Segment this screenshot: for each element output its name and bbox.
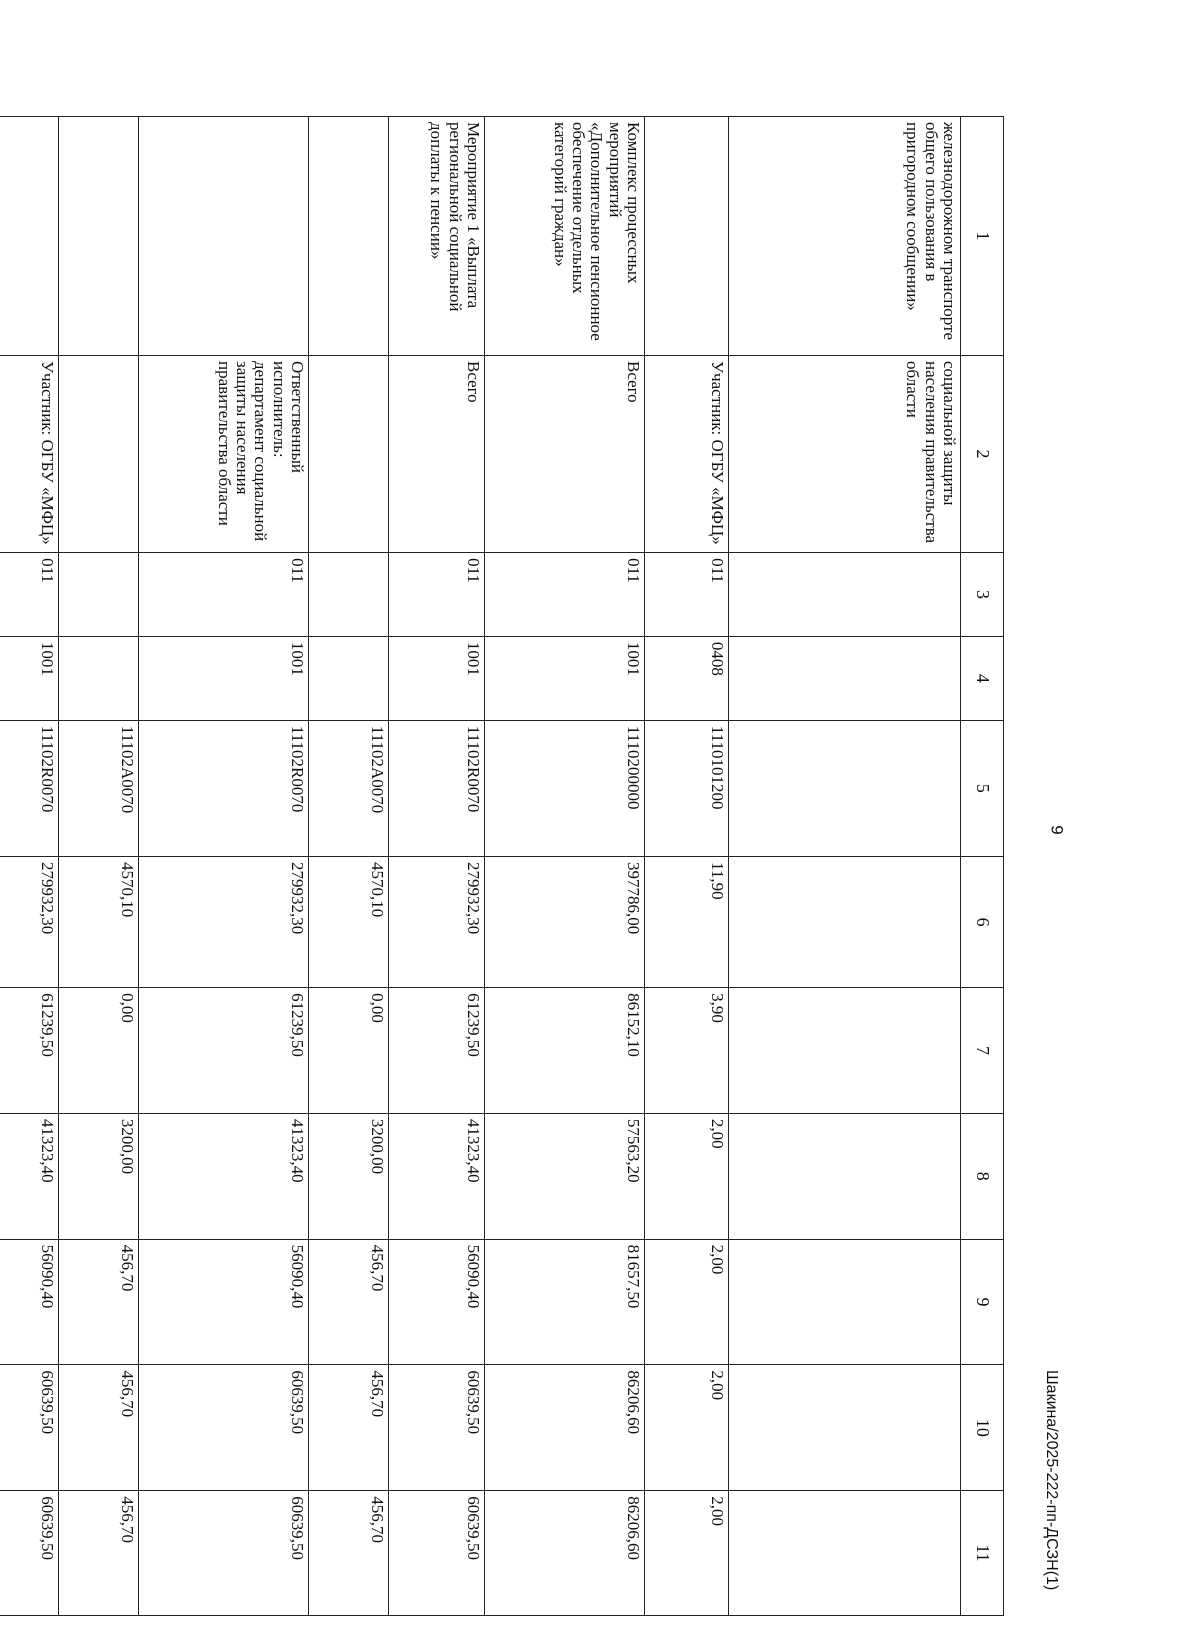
table-cell-col-2: Всего (389, 356, 485, 553)
table-cell-col-9: 56090,40 (139, 1239, 309, 1365)
header-cell: 10 (961, 1365, 1004, 1491)
table-cell-col-11: 86206,60 (485, 1491, 645, 1616)
table-cell-col-6: 279932,30 (0, 857, 59, 988)
table-cell-col-8: 41323,40 (389, 1113, 485, 1239)
table-cell-col-10: 456,70 (59, 1365, 139, 1491)
table-cell-col-10: 60639,50 (0, 1365, 59, 1491)
table-cell-col-3 (59, 553, 139, 637)
table-cell-col-6: 279932,30 (389, 857, 485, 988)
document-footer: Шакина/2025-222-пп-ДСЗН(1) (1043, 1370, 1060, 1591)
table-cell-col-2 (309, 356, 389, 553)
table-cell-col-1 (645, 117, 729, 356)
table-cell-col-11: 60639,50 (139, 1491, 309, 1616)
table-cell-col-9: 56090,40 (0, 1239, 59, 1365)
table-cell-col-9 (729, 1239, 961, 1365)
header-cell: 9 (961, 1239, 1004, 1365)
table-cell-col-9: 2,00 (645, 1239, 729, 1365)
table-cell-col-9: 81657,50 (485, 1239, 645, 1365)
table-cell-col-8: 3200,00 (309, 1113, 389, 1239)
table-cell-col-4: 1001 (139, 636, 309, 720)
page-number: 9 (1047, 825, 1067, 835)
table-cell-col-4 (309, 636, 389, 720)
header-cell: 5 (961, 720, 1004, 856)
column-number-row (961, 117, 1004, 1616)
header-cell: 6 (961, 857, 1004, 988)
table-cell-col-5: 11102A0070 (59, 720, 139, 856)
rotated-table-container (38, 116, 1004, 1616)
table-row (309, 117, 389, 1616)
table-cell-col-4: 1001 (389, 636, 485, 720)
table-cell-col-7: 0,00 (309, 988, 389, 1114)
header-cell: 2 (961, 356, 1004, 553)
table-cell-col-7: 86152,10 (485, 988, 645, 1114)
budget-table (0, 116, 1004, 1616)
table-row (59, 117, 139, 1616)
table-cell-col-3 (309, 553, 389, 637)
table-cell-col-10: 60639,50 (139, 1365, 309, 1491)
table-cell-col-10: 2,00 (645, 1365, 729, 1491)
table-cell-col-2: Всего (485, 356, 645, 553)
table-cell-col-10: 60639,50 (389, 1365, 485, 1491)
table-cell-col-4: 1001 (0, 636, 59, 720)
header-cell: 1 (961, 117, 1004, 356)
table-cell-col-11: 456,70 (59, 1491, 139, 1616)
table-cell-col-11: 60639,50 (389, 1491, 485, 1616)
table-cell-col-4 (59, 636, 139, 720)
table-cell-col-5: 1110200000 (485, 720, 645, 856)
table-cell-col-6: 4570,10 (309, 857, 389, 988)
table-cell-col-1 (139, 117, 309, 356)
table-cell-col-7: 3,90 (645, 988, 729, 1114)
table-cell-col-6 (729, 857, 961, 988)
header-cell: 3 (961, 553, 1004, 637)
table-cell-col-5: 1110101200 (645, 720, 729, 856)
header-cell: 4 (961, 636, 1004, 720)
table-cell-col-2: Участник: ОГБУ «МФЦ» (645, 356, 729, 553)
table-cell-col-3: 011 (389, 553, 485, 637)
table-cell-col-8: 41323,40 (139, 1113, 309, 1239)
table-row (729, 117, 961, 1616)
table-cell-col-7 (729, 988, 961, 1114)
table-cell-col-11: 2,00 (645, 1491, 729, 1616)
table-cell-col-1 (0, 117, 59, 356)
table-cell-col-4: 1001 (485, 636, 645, 720)
table-cell-col-8: 41323,40 (0, 1113, 59, 1239)
table-cell-col-5: 11102R0070 (139, 720, 309, 856)
table-cell-col-11: 456,70 (309, 1491, 389, 1616)
table-cell-col-4 (729, 636, 961, 720)
table-cell-col-1: железнодорожном транспорте общего пользования в пригородном сообщении» (729, 117, 961, 356)
table-cell-col-6: 11,90 (645, 857, 729, 988)
table-cell-col-2: социальной защиты населения правительства области (729, 356, 961, 553)
table-row (0, 117, 59, 1616)
header-cell: 11 (961, 1491, 1004, 1616)
table-cell-col-7: 0,00 (59, 988, 139, 1114)
header-cell: 7 (961, 988, 1004, 1114)
table-cell-col-5: 11102R0070 (0, 720, 59, 856)
table-cell-col-7: 61239,50 (389, 988, 485, 1114)
table-cell-col-2 (59, 356, 139, 553)
table-cell-col-1: Мероприятие 1 «Выплата региональной социальной доплаты к пенсии» (389, 117, 485, 356)
table-cell-col-8: 2,00 (645, 1113, 729, 1239)
table-cell-col-10: 456,70 (309, 1365, 389, 1491)
table-cell-col-11: 60639,50 (0, 1491, 59, 1616)
table-cell-col-3: 011 (139, 553, 309, 637)
table-cell-col-3: 011 (0, 553, 59, 637)
table-row (485, 117, 645, 1616)
table-cell-col-3: 011 (485, 553, 645, 637)
table-cell-col-4: 0408 (645, 636, 729, 720)
table-row (645, 117, 729, 1616)
table-cell-col-10: 86206,60 (485, 1365, 645, 1491)
table-cell-col-8 (729, 1113, 961, 1239)
table-cell-col-6: 397786,00 (485, 857, 645, 988)
table-cell-col-1: Комплекс процессных мероприятий «Дополнительное пенсионное обеспечение отдельных категорий граждан» (485, 117, 645, 356)
table-cell-col-5: 11102R0070 (389, 720, 485, 856)
table-cell-col-10 (729, 1365, 961, 1491)
table-row (139, 117, 309, 1616)
table-cell-col-6: 4570,10 (59, 857, 139, 988)
table-cell-col-9: 56090,40 (389, 1239, 485, 1365)
table-cell-col-7: 61239,50 (0, 988, 59, 1114)
table-cell-col-9: 456,70 (309, 1239, 389, 1365)
table-cell-col-7: 61239,50 (139, 988, 309, 1114)
table-cell-col-8: 3200,00 (59, 1113, 139, 1239)
table-cell-col-1 (309, 117, 389, 356)
table-cell-col-1 (59, 117, 139, 356)
table-cell-col-2: Участник: ОГБУ «МФЦ» (0, 356, 59, 553)
table-cell-col-8: 57563,20 (485, 1113, 645, 1239)
table-cell-col-11 (729, 1491, 961, 1616)
table-cell-col-3 (729, 553, 961, 637)
table-cell-col-5: 11102A0070 (309, 720, 389, 856)
table-cell-col-9: 456,70 (59, 1239, 139, 1365)
table-cell-col-2: Ответственный исполнитель: департамент социальной защиты населения правительства области (139, 356, 309, 553)
table-row (389, 117, 485, 1616)
table-cell-col-5 (729, 720, 961, 856)
table-cell-col-3: 011 (645, 553, 729, 637)
header-cell: 8 (961, 1113, 1004, 1239)
table-cell-col-6: 279932,30 (139, 857, 309, 988)
